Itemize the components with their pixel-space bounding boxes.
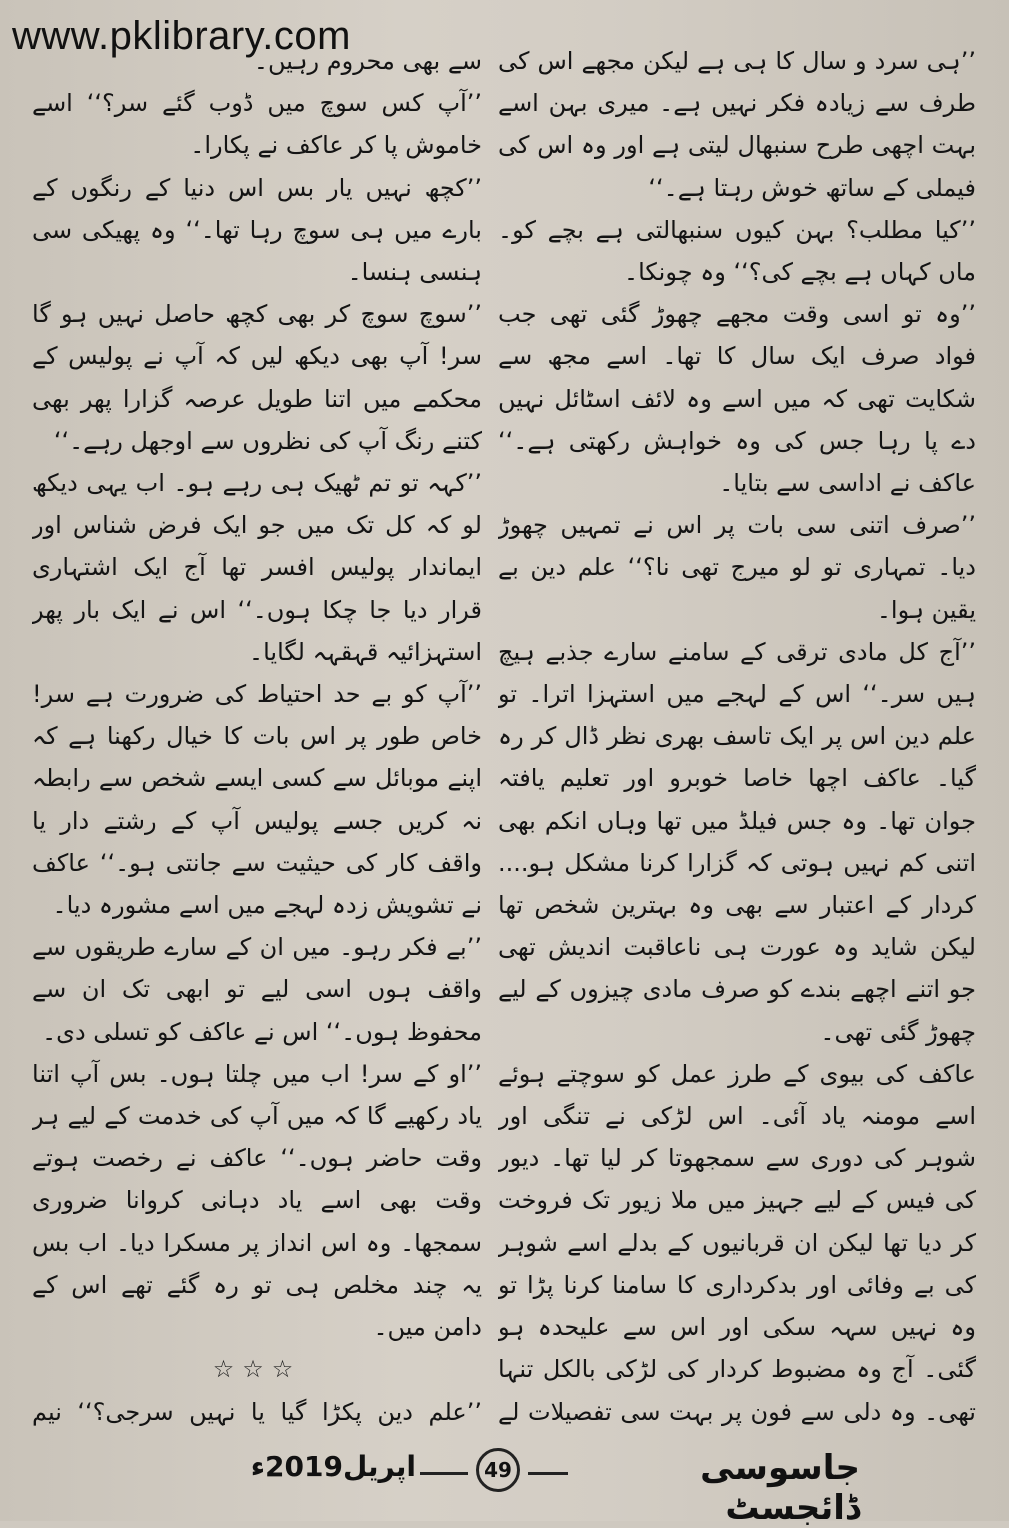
paragraph: ’’آپ کس سوچ میں ڈوب گئے سر؟‘‘ اسے خاموش پا کر عاکف نے پکارا۔ <box>32 89 482 160</box>
paragraph: ’’ہی سرد و سال کا ہی ہے لیکن مجھے اس کی طرف سے زیادہ فکر نہیں ہے۔ میری بہن اسے بہت اچھی طرح سنبھال لیتی ہے اور وہ اس کی فیملی کے ساتھ خوش رہتا ہے۔‘‘ <box>498 47 976 202</box>
footer-divider <box>528 1472 568 1475</box>
magazine-title: جاسوسی ڈائجسٹ <box>700 1448 860 1528</box>
paragraph: سے بھی محروم رہیں۔ <box>253 47 482 75</box>
paragraph: ’’سوچ سوچ کر بھی کچھ حاصل نہیں ہو گا سر! آپ بھی دیکھ لیں کہ آپ نے پولیس کے محکمے میں اتنا طویل عرصہ گزارا پھر بھی کتنے رنگ آپ کی نظروں سے اوجھل رہے۔‘‘ <box>32 300 482 455</box>
page-footer <box>0 1444 1009 1528</box>
paragraph: ’’علم دین پکڑا گیا یا نہیں سرجی؟‘‘ نیم <box>32 1397 482 1426</box>
paragraph: ’’بے فکر رہو۔ میں ان کے سارے طریقوں سے واقف ہوں اسی لیے تو ابھی تک ان سے محفوظ ہوں۔‘‘ اس نے عاکف کو تسلی دی۔ <box>32 933 482 1046</box>
paragraph: ’’کہہ تو تم ٹھیک ہی رہے ہو۔ اب یہی دیکھ لو کہ کل تک میں جو ایک فرض شناس اور ایماندار پولیس افسر تھا آج ایک اشتہاری قرار دیا جا چکا ہوں۔‘‘ اس نے ایک بار پھر استہزائیہ قہقہہ لگایا۔ <box>32 469 482 666</box>
text-column-left <box>32 40 482 1435</box>
footer-divider <box>420 1472 468 1475</box>
section-break-stars: ☆☆☆ <box>212 1355 302 1384</box>
paragraph: ’’آج کل مادی ترقی کے سامنے سارے جذبے ہیچ ہیں سر۔‘‘ اس کے لہجے میں استہزا اترا۔ تو علم دین اس پر ایک تاسف بھری نظر ڈال کر رہ گیا۔ عاکف اچھا خاصا خوبرو اور تعلیم یافتہ جوان تھا۔ وہ جس فیلڈ میں تھا وہاں انکم بھی اتنی کم نہیں ہوتی کہ گزارا کرنا مشکل ہو.... کردار کے اعتبار سے بھی وہ بہترین شخص تھا لیکن شاید وہ عورت ہی ناعاقبت اندیش تھی جو اتنے اچھے بندے کو صرف مادی چیزوں کے لیے چھوڑ گئی تھی۔ <box>498 637 976 1046</box>
issue-date: اپریل2019ء <box>250 1450 416 1483</box>
paragraph: عاکف کی بیوی کے طرز عمل کو سوچتے ہوئے اسے مومنہ یاد آئی۔ اس لڑکی نے تنگی اور شوہر کی دوری سے سمجھوتا کر لیا تھا۔ دیور کی فیس کے لیے جہیز میں ملا زیور تک فروخت کر دیا تھا لیکن ان قربانیوں کے بدلے اسے شوہر کی بے وفائی اور بدکرداری کا سامنا کرنا پڑا تو وہ نہیں سہہ سکی اور اس سے علیحدہ ہو گئی۔ آج وہ مضبوط کردار کی لڑکی بالکل تنہا تھی۔ وہ دلی سے فون پر بہت سی تفصیلات لے <box>498 1059 976 1426</box>
text-column-right <box>498 40 976 1435</box>
paragraph: ’’وہ تو اسی وقت مجھے چھوڑ گئی تھی جب فواد صرف ایک سال کا تھا۔ اسے مجھ سے شکایت تھی کہ میں اسے وہ لائف اسٹائل نہیں دے پا رہا جس کی وہ خواہش رکھتی ہے۔‘‘ عاکف نے اداسی سے بتایا۔ <box>498 300 976 498</box>
paragraph: ’’کیا مطلب؟ بہن کیوں سنبھالتی ہے بچے کو۔ ماں کہاں ہے بچے کی؟‘‘ وہ چونکا۔ <box>498 215 976 287</box>
watermark: www.pklibrary.com <box>12 14 351 58</box>
paragraph: ’’صرف اتنی سی بات پر اس نے تمہیں چھوڑ دیا۔ تمہاری تو لو میرج تھی نا؟‘‘ علم دین بے یقین ہوا۔ <box>498 511 976 624</box>
paragraph: ’’او کے سر! اب میں چلتا ہوں۔ بس آپ اتنا یاد رکھیے گا کہ میں آپ کی خدمت کے لیے ہر وقت حاضر ہوں۔‘‘ عاکف نے رخصت ہوتے وقت بھی اسے یاد دہانی کروانا ضروری سمجھا۔ وہ اس انداز پر مسکرا دیا۔ اب بس یہ چند مخلص ہی تو رہ گئے تھے اس کے دامن میں۔ <box>32 1059 482 1342</box>
paragraph: ’’آپ کو بے حد احتیاط کی ضرورت ہے سر! خاص طور پر اس بات کا خیال رکھنا ہے کہ اپنے موبائل سے کسی ایسے شخص سے رابطہ نہ کریں جسے پولیس آپ کے رشتے دار یا واقف کار کی حیثیت سے جانتی ہو۔‘‘ عاکف نے تشویش زدہ لہجے میں اسے مشورہ دیا۔ <box>32 680 482 920</box>
page-number: 49 <box>476 1448 520 1492</box>
paragraph: ’’کچھ نہیں یار بس اس دنیا کے رنگوں کے بارے میں ہی سوچ رہا تھا۔‘‘ وہ پھیکی سی ہنسی ہنسا۔ <box>32 173 482 287</box>
